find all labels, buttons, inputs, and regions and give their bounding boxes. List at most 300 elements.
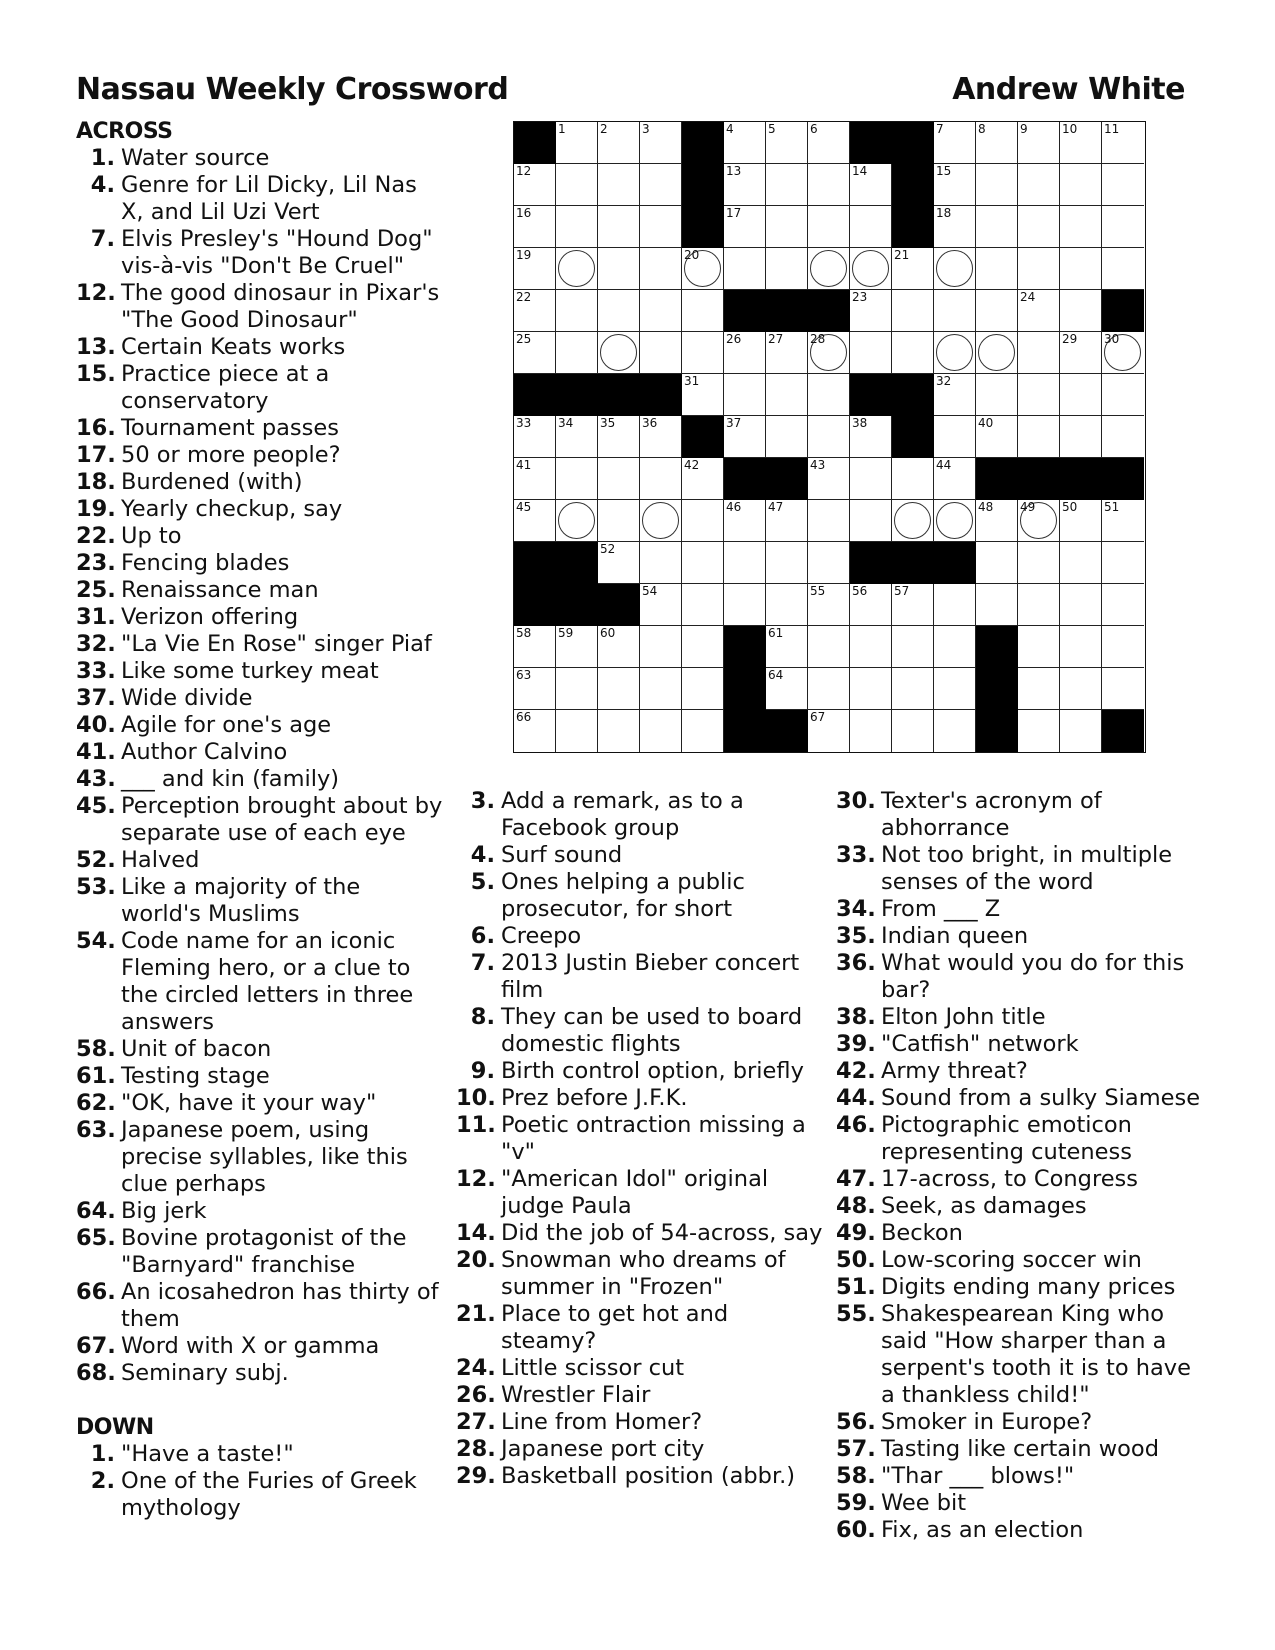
clue — [76, 172, 446, 226]
cell-number: 40 — [978, 416, 994, 430]
grid-cell[interactable] — [556, 458, 598, 500]
grid-cell[interactable] — [1060, 332, 1102, 374]
grid-cell[interactable] — [850, 248, 892, 290]
grid-cell[interactable] — [682, 542, 724, 584]
grid-cell[interactable] — [1102, 626, 1144, 668]
black-square — [892, 122, 934, 164]
cell-number: 3 — [642, 122, 650, 136]
grid-cell[interactable] — [934, 416, 976, 458]
cell-number: 46 — [726, 500, 742, 514]
clue — [456, 869, 826, 923]
grid-cell[interactable] — [556, 164, 598, 206]
cell-number: 56 — [852, 584, 868, 598]
grid-cell[interactable] — [514, 458, 556, 500]
grid-cell[interactable] — [850, 710, 892, 752]
clue-number: 67. — [76, 1333, 116, 1359]
grid-cell[interactable] — [556, 626, 598, 668]
black-square — [514, 122, 556, 164]
grid-cell[interactable] — [1018, 290, 1060, 332]
cell-number: 42 — [684, 458, 700, 472]
grid-cell[interactable] — [1018, 626, 1060, 668]
grid-cell[interactable] — [1102, 542, 1144, 584]
clue — [76, 766, 446, 793]
grid-cell[interactable] — [808, 500, 850, 542]
grid-cell[interactable] — [934, 248, 976, 290]
grid-cell[interactable] — [724, 122, 766, 164]
grid-cell[interactable] — [850, 668, 892, 710]
grid-cell[interactable] — [514, 248, 556, 290]
clue-number: 19. — [76, 496, 116, 522]
grid-cell[interactable] — [556, 248, 598, 290]
clue-text: Prez before J.F.K. — [501, 1085, 688, 1111]
clue — [836, 1004, 1208, 1031]
grid-cell[interactable] — [1102, 500, 1144, 542]
grid-cell[interactable] — [724, 542, 766, 584]
clue-text: Verizon offering — [121, 604, 299, 630]
grid-cell[interactable] — [1102, 164, 1144, 206]
grid-cell[interactable] — [724, 416, 766, 458]
grid-cell[interactable] — [640, 500, 682, 542]
grid-cell[interactable] — [724, 332, 766, 374]
grid-cell[interactable] — [976, 122, 1018, 164]
grid-cell[interactable] — [556, 122, 598, 164]
black-square — [640, 374, 682, 416]
grid-cell[interactable] — [934, 500, 976, 542]
grid-cell[interactable] — [556, 332, 598, 374]
grid-cell[interactable] — [976, 164, 1018, 206]
grid-cell[interactable] — [766, 500, 808, 542]
cell-number: 10 — [1062, 122, 1078, 136]
cell-number: 58 — [516, 626, 532, 640]
grid-cell[interactable] — [640, 122, 682, 164]
grid-cell[interactable] — [892, 626, 934, 668]
grid-cell[interactable] — [514, 710, 556, 752]
grid-cell[interactable] — [808, 584, 850, 626]
clue-column-middle — [456, 788, 826, 1490]
grid-cell[interactable] — [934, 710, 976, 752]
down-clue-list — [456, 788, 826, 1490]
clue-text: Ones helping a public prosecutor, for short — [501, 869, 745, 922]
clue — [836, 1301, 1208, 1409]
clue-number: 65. — [76, 1225, 116, 1251]
clue-text: What would you do for this bar? — [881, 950, 1185, 1003]
grid-cell[interactable] — [1102, 668, 1144, 710]
grid-cell[interactable] — [640, 542, 682, 584]
clue-text: Line from Homer? — [501, 1409, 703, 1435]
grid-cell[interactable] — [514, 416, 556, 458]
black-square — [514, 542, 556, 584]
grid-cell[interactable] — [766, 206, 808, 248]
grid-cell[interactable] — [1060, 584, 1102, 626]
clue-text: Burdened (with) — [121, 469, 303, 495]
grid-cell[interactable] — [514, 206, 556, 248]
grid-cell[interactable] — [598, 206, 640, 248]
grid-cell[interactable] — [1060, 710, 1102, 752]
black-square — [724, 668, 766, 710]
clue-number: 58. — [836, 1463, 876, 1489]
grid-cell[interactable] — [598, 416, 640, 458]
grid-cell[interactable] — [682, 584, 724, 626]
grid-cell[interactable] — [934, 668, 976, 710]
grid-cell[interactable] — [850, 584, 892, 626]
clue-number: 33. — [76, 658, 116, 684]
grid-cell[interactable] — [640, 710, 682, 752]
grid-cell[interactable] — [808, 626, 850, 668]
grid-cell[interactable] — [598, 542, 640, 584]
grid-cell[interactable] — [598, 164, 640, 206]
grid-cell[interactable] — [598, 290, 640, 332]
grid-cell[interactable] — [766, 248, 808, 290]
grid-cell[interactable] — [598, 248, 640, 290]
cell-number: 48 — [978, 500, 994, 514]
clue — [836, 788, 1208, 842]
grid-cell[interactable] — [808, 248, 850, 290]
clue-text: Certain Keats works — [121, 334, 346, 360]
grid-cell[interactable] — [598, 710, 640, 752]
clue-number: 57. — [836, 1436, 876, 1462]
clue — [76, 280, 446, 334]
clue-number: 66. — [76, 1279, 116, 1305]
clue-number: 13. — [76, 334, 116, 360]
clue — [456, 1463, 826, 1490]
grid-cell[interactable] — [934, 290, 976, 332]
clue — [836, 1085, 1208, 1112]
grid-cell[interactable] — [598, 458, 640, 500]
grid-cell[interactable] — [850, 416, 892, 458]
grid-cell[interactable] — [766, 164, 808, 206]
circled-square-marker — [936, 250, 973, 287]
grid-cell[interactable] — [682, 332, 724, 374]
grid-cell[interactable] — [1018, 668, 1060, 710]
grid-cell[interactable] — [514, 668, 556, 710]
grid-cell[interactable] — [976, 332, 1018, 374]
grid-cell[interactable] — [514, 626, 556, 668]
grid-cell[interactable] — [1018, 122, 1060, 164]
grid-cell[interactable] — [766, 332, 808, 374]
grid-cell[interactable] — [640, 584, 682, 626]
black-square — [1102, 290, 1144, 332]
grid-cell[interactable] — [556, 710, 598, 752]
grid-cell[interactable] — [976, 584, 1018, 626]
cell-number: 16 — [516, 206, 532, 220]
grid-cell[interactable] — [808, 416, 850, 458]
grid-cell[interactable] — [682, 626, 724, 668]
clue — [76, 1198, 446, 1225]
grid-cell[interactable] — [640, 668, 682, 710]
grid-cell[interactable] — [1060, 206, 1102, 248]
clue — [76, 1468, 446, 1522]
grid-cell[interactable] — [892, 710, 934, 752]
clue-text: Water source — [121, 145, 270, 171]
grid-cell[interactable] — [766, 668, 808, 710]
grid-cell[interactable] — [892, 584, 934, 626]
black-square — [808, 290, 850, 332]
grid-cell[interactable] — [934, 626, 976, 668]
grid-cell[interactable] — [850, 290, 892, 332]
grid-cell[interactable] — [892, 248, 934, 290]
grid-cell[interactable] — [514, 290, 556, 332]
grid-cell[interactable] — [1060, 416, 1102, 458]
grid-cell[interactable] — [724, 248, 766, 290]
grid-cell[interactable] — [724, 206, 766, 248]
clue — [76, 712, 446, 739]
clue-text: Halved — [121, 847, 200, 873]
clue-text: Author Calvino — [121, 739, 288, 765]
grid-cell[interactable] — [640, 332, 682, 374]
grid-cell[interactable] — [1102, 374, 1144, 416]
cell-number: 17 — [726, 206, 742, 220]
circled-square-marker — [600, 334, 637, 371]
clue-number: 6. — [470, 923, 495, 949]
cell-number: 13 — [726, 164, 742, 178]
grid-cell[interactable] — [808, 206, 850, 248]
grid-cell[interactable] — [1018, 710, 1060, 752]
grid-cell[interactable] — [1018, 542, 1060, 584]
grid-cell[interactable] — [808, 710, 850, 752]
grid-cell[interactable] — [1060, 164, 1102, 206]
clue — [456, 1166, 826, 1220]
clue-text: Digits ending many prices — [881, 1274, 1176, 1300]
grid-cell[interactable] — [808, 332, 850, 374]
grid-cell[interactable] — [556, 416, 598, 458]
clue — [76, 1333, 446, 1360]
grid-cell[interactable] — [640, 290, 682, 332]
clue — [76, 1225, 446, 1279]
clue — [76, 1036, 446, 1063]
grid-cell[interactable] — [934, 332, 976, 374]
black-square — [766, 290, 808, 332]
grid-cell[interactable] — [556, 290, 598, 332]
grid-cell[interactable] — [1018, 206, 1060, 248]
grid-cell[interactable] — [556, 668, 598, 710]
clue-text: "OK, have it your way" — [121, 1090, 377, 1116]
grid-cell[interactable] — [934, 122, 976, 164]
grid-cell[interactable] — [640, 626, 682, 668]
grid-cell[interactable] — [892, 500, 934, 542]
grid-cell[interactable] — [556, 206, 598, 248]
grid-cell[interactable] — [640, 248, 682, 290]
clue — [76, 1117, 446, 1198]
grid-cell[interactable] — [1018, 332, 1060, 374]
clue-text: Did the job of 54-across, say — [501, 1220, 823, 1246]
grid-cell[interactable] — [1102, 584, 1144, 626]
grid-cell[interactable] — [766, 374, 808, 416]
grid-cell[interactable] — [976, 290, 1018, 332]
grid-cell[interactable] — [1060, 290, 1102, 332]
grid-cell[interactable] — [934, 164, 976, 206]
grid-cell[interactable] — [598, 626, 640, 668]
clue — [76, 1360, 446, 1387]
grid-cell[interactable] — [808, 164, 850, 206]
grid-cell[interactable] — [724, 584, 766, 626]
clue-text: The good dinosaur in Pixar's "The Good Dinosaur" — [121, 280, 440, 333]
grid-cell[interactable] — [892, 458, 934, 500]
grid-cell[interactable] — [1018, 164, 1060, 206]
clue — [76, 739, 446, 766]
clue — [456, 1112, 826, 1166]
grid-cell[interactable] — [1060, 374, 1102, 416]
grid-cell[interactable] — [976, 248, 1018, 290]
grid-cell[interactable] — [850, 164, 892, 206]
clue-number: 21. — [456, 1301, 496, 1327]
grid-cell[interactable] — [640, 206, 682, 248]
grid-cell[interactable] — [1102, 248, 1144, 290]
grid-cell[interactable] — [976, 542, 1018, 584]
grid-cell[interactable] — [1060, 122, 1102, 164]
clue-number: 64. — [76, 1198, 116, 1224]
clue-text: Seminary subj. — [121, 1360, 289, 1386]
grid-cell[interactable] — [808, 122, 850, 164]
clue-text: Wee bit — [881, 1490, 967, 1516]
clue-text: Not too bright, in multiple senses of the word — [881, 842, 1173, 895]
grid-cell[interactable] — [682, 374, 724, 416]
clue-text: "Catfish" network — [881, 1031, 1079, 1057]
clue-number: 11. — [456, 1112, 496, 1138]
cell-number: 6 — [810, 122, 818, 136]
grid-cell[interactable] — [976, 416, 1018, 458]
grid-cell[interactable] — [1060, 500, 1102, 542]
grid-cell[interactable] — [850, 206, 892, 248]
clue-text: From ___ Z — [881, 896, 1001, 922]
grid-cell[interactable] — [640, 458, 682, 500]
grid-cell[interactable] — [766, 416, 808, 458]
grid-cell[interactable] — [1018, 374, 1060, 416]
grid-cell[interactable] — [976, 374, 1018, 416]
cell-number: 14 — [852, 164, 868, 178]
grid-cell[interactable] — [514, 500, 556, 542]
clue-number: 34. — [836, 896, 876, 922]
clue — [836, 1247, 1208, 1274]
clue — [76, 550, 446, 577]
puzzle-title: Nassau Weekly Crossword — [76, 72, 509, 107]
grid-cell[interactable] — [892, 668, 934, 710]
grid-cell[interactable] — [850, 626, 892, 668]
grid-cell[interactable] — [766, 584, 808, 626]
across-clue-list — [76, 145, 446, 1387]
grid-cell[interactable] — [1018, 248, 1060, 290]
grid-cell[interactable] — [1060, 626, 1102, 668]
grid-cell[interactable] — [598, 500, 640, 542]
clue-text: Practice piece at a conservatory — [121, 361, 330, 414]
grid-cell[interactable] — [682, 458, 724, 500]
cell-number: 63 — [516, 668, 532, 682]
clue — [76, 469, 446, 496]
cell-number: 49 — [1020, 500, 1036, 514]
clue-number: 25. — [76, 577, 116, 603]
black-square — [976, 626, 1018, 668]
grid-cell[interactable] — [892, 290, 934, 332]
clue-number: 20. — [456, 1247, 496, 1273]
grid-cell[interactable] — [1102, 206, 1144, 248]
clue-number: 55. — [836, 1301, 876, 1327]
grid-cell[interactable] — [934, 206, 976, 248]
clue — [836, 1193, 1208, 1220]
clue-number: 43. — [76, 766, 116, 792]
clue — [76, 1279, 446, 1333]
black-square — [1018, 458, 1060, 500]
grid-cell[interactable] — [682, 500, 724, 542]
black-square — [850, 374, 892, 416]
grid-cell[interactable] — [808, 668, 850, 710]
cell-number: 66 — [516, 710, 532, 724]
clue — [836, 1274, 1208, 1301]
grid-cell[interactable] — [1102, 416, 1144, 458]
grid-cell[interactable] — [514, 332, 556, 374]
grid-cell[interactable] — [598, 122, 640, 164]
grid-cell[interactable] — [682, 290, 724, 332]
cell-number: 51 — [1104, 500, 1120, 514]
grid-cell[interactable] — [724, 164, 766, 206]
grid-cell[interactable] — [682, 248, 724, 290]
clue — [836, 1220, 1208, 1247]
cell-number: 50 — [1062, 500, 1078, 514]
grid-cell[interactable] — [1018, 584, 1060, 626]
clue-number: 31. — [76, 604, 116, 630]
grid-cell[interactable] — [766, 122, 808, 164]
clue-text: Bovine protagonist of the "Barnyard" franchise — [121, 1225, 407, 1278]
black-square — [892, 416, 934, 458]
grid-cell[interactable] — [766, 542, 808, 584]
grid-cell[interactable] — [1018, 500, 1060, 542]
black-square — [976, 668, 1018, 710]
clue — [76, 1441, 446, 1468]
grid-cell[interactable] — [850, 332, 892, 374]
grid-cell[interactable] — [1102, 122, 1144, 164]
grid-cell[interactable] — [934, 584, 976, 626]
circled-square-marker — [852, 250, 889, 287]
clue-number: 14. — [456, 1220, 496, 1246]
grid-cell[interactable] — [892, 332, 934, 374]
grid-cell[interactable] — [724, 500, 766, 542]
grid-cell[interactable] — [1102, 332, 1144, 374]
grid-cell[interactable] — [1060, 542, 1102, 584]
grid-cell[interactable] — [934, 374, 976, 416]
black-square — [556, 374, 598, 416]
grid-cell[interactable] — [1060, 668, 1102, 710]
clue — [76, 631, 446, 658]
clue — [76, 928, 446, 1036]
cell-number: 34 — [558, 416, 574, 430]
grid-cell[interactable] — [850, 458, 892, 500]
grid-cell[interactable] — [766, 626, 808, 668]
grid-cell[interactable] — [934, 458, 976, 500]
grid-cell[interactable] — [1018, 416, 1060, 458]
clue — [456, 1355, 826, 1382]
grid-cell[interactable] — [598, 668, 640, 710]
grid-cell[interactable] — [598, 332, 640, 374]
cell-number: 36 — [642, 416, 658, 430]
grid-cell[interactable] — [640, 164, 682, 206]
grid-cell[interactable] — [724, 374, 766, 416]
grid-cell[interactable] — [682, 710, 724, 752]
grid-cell[interactable] — [514, 164, 556, 206]
grid-cell[interactable] — [808, 542, 850, 584]
grid-cell[interactable] — [556, 500, 598, 542]
grid-cell[interactable] — [682, 668, 724, 710]
grid-cell[interactable] — [976, 206, 1018, 248]
grid-cell[interactable] — [808, 458, 850, 500]
grid-cell[interactable] — [976, 500, 1018, 542]
grid-cell[interactable] — [1060, 248, 1102, 290]
clue — [836, 1409, 1208, 1436]
clue — [836, 896, 1208, 923]
grid-cell[interactable] — [850, 500, 892, 542]
grid-cell[interactable] — [640, 416, 682, 458]
black-square — [682, 122, 724, 164]
clue — [836, 1058, 1208, 1085]
clue — [76, 847, 446, 874]
grid-cell[interactable] — [808, 374, 850, 416]
